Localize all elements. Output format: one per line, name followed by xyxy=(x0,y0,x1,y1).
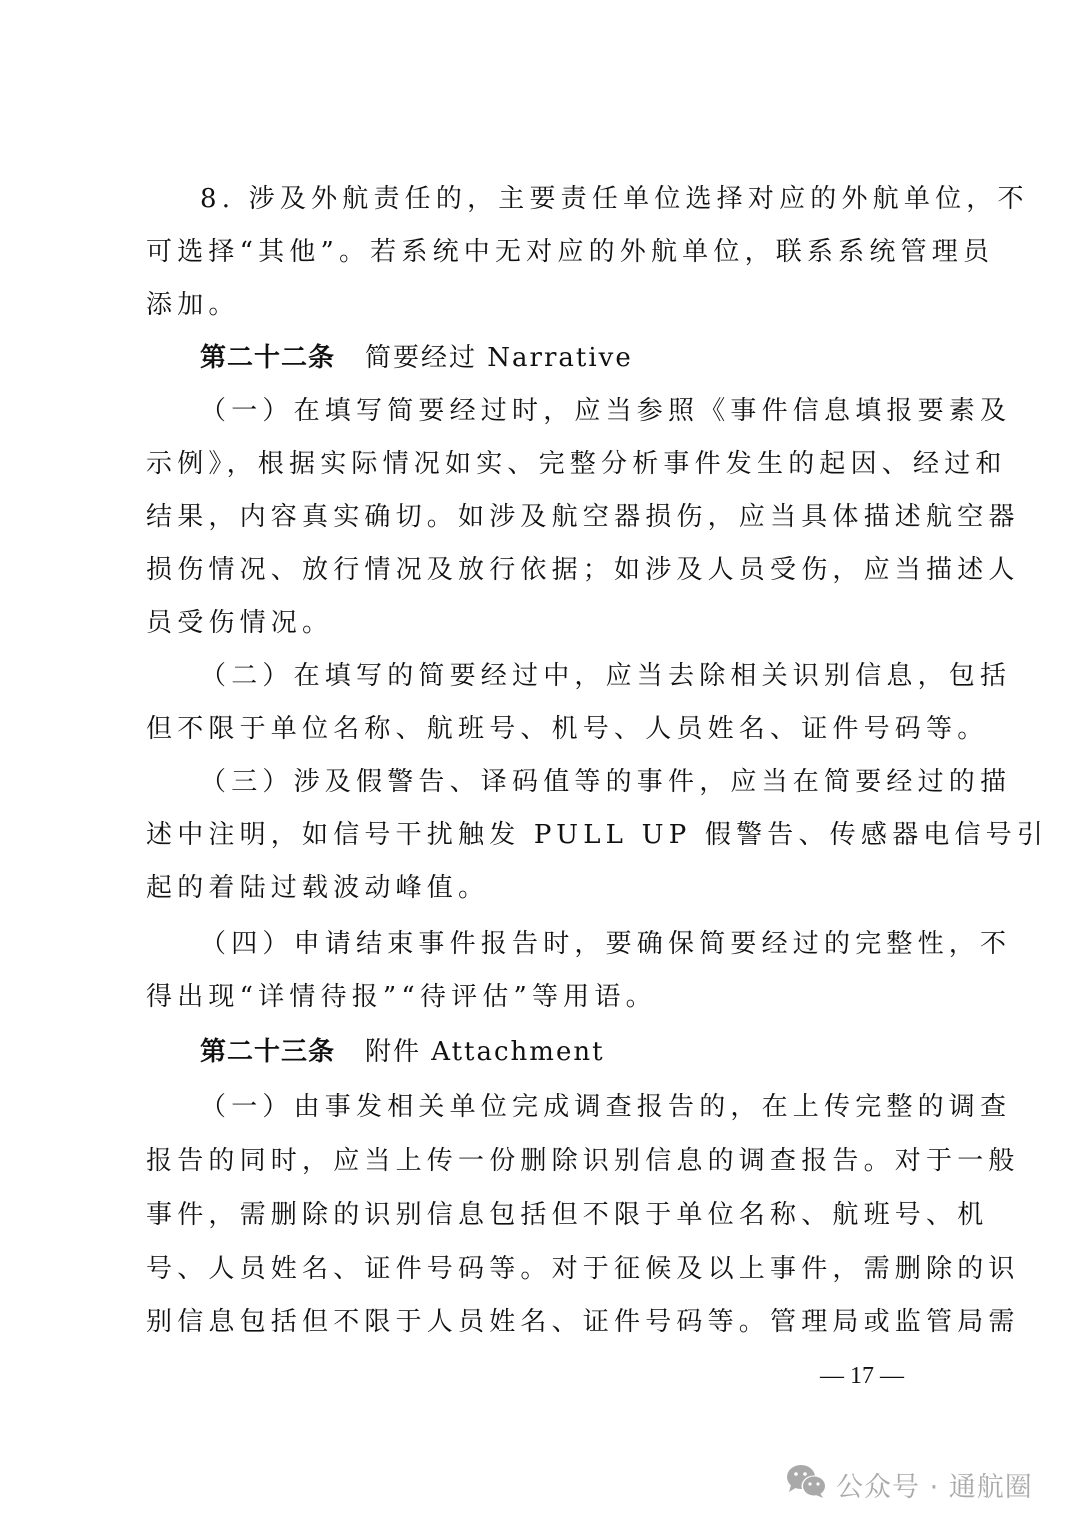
paragraph-line: 添加。 xyxy=(146,290,240,320)
paragraph-line: 示例》，根据实际情况如实、完整分析事件发生的起因、经过和 xyxy=(146,449,1007,479)
watermark xyxy=(786,1464,1033,1504)
watermark-text: 公众号 · 通航圈 xyxy=(836,1471,1033,1503)
paragraph-line: 事件，需删除的识别信息包括但不限于单位名称、航班号、机 xyxy=(146,1200,989,1230)
article-23-heading xyxy=(200,1037,605,1067)
paragraph-line: （四）申请结束事件报告时，要确保简要经过的完整性，不 xyxy=(200,929,1012,959)
paragraph-line: 述中注明，如信号干扰触发 PULL UP 假警告、传感器电信号引 xyxy=(146,820,1049,850)
wechat-icon xyxy=(786,1464,836,1505)
article-number: 第二十三条 xyxy=(200,1037,336,1067)
paragraph-line: 报告的同时，应当上传一份删除识别信息的调查报告。对于一般 xyxy=(146,1146,1020,1176)
page-number: — 17 — xyxy=(820,1363,904,1389)
paragraph-line: 8. 涉及外航责任的，主要责任单位选择对应的外航单位，不 xyxy=(200,184,1029,214)
paragraph-line: 但不限于单位名称、航班号、机号、人员姓名、证件号码等。 xyxy=(146,714,989,744)
paragraph-line: 起的着陆过载波动峰值。 xyxy=(146,873,490,903)
paragraph-line: 损伤情况、放行情况及放行依据；如涉及人员受伤，应当描述人 xyxy=(146,555,1020,585)
paragraph-line: （一）在填写简要经过时，应当参照《事件信息填报要素及 xyxy=(200,396,1012,426)
paragraph-line: （三）涉及假警告、译码值等的事件，应当在简要经过的描 xyxy=(200,767,1012,797)
paragraph-line: （二）在填写的简要经过中，应当去除相关识别信息，包括 xyxy=(200,661,1012,691)
paragraph-line: 别信息包括但不限于人员姓名、证件号码等。管理局或监管局需 xyxy=(146,1307,1020,1337)
article-title: 简要经过 Narrative xyxy=(365,343,633,373)
article-22-heading xyxy=(200,343,633,373)
paragraph-line: 员受伤情况。 xyxy=(146,608,334,638)
article-number: 第二十二条 xyxy=(200,343,336,373)
article-title: 附件 Attachment xyxy=(365,1037,605,1067)
paragraph-line: （一）由事发相关单位完成调查报告的，在上传完整的调查 xyxy=(200,1092,1012,1122)
paragraph-line: 可选择“其他”。若系统中无对应的外航单位，联系系统管理员 xyxy=(146,237,995,267)
paragraph-line: 号、人员姓名、证件号码等。对于征候及以上事件，需删除的识 xyxy=(146,1254,1020,1284)
paragraph-line: 结果，内容真实确切。如涉及航空器损伤，应当具体描述航空器 xyxy=(146,502,1020,532)
paragraph-line: 得出现“详情待报”“待评估”等用语。 xyxy=(146,982,657,1012)
